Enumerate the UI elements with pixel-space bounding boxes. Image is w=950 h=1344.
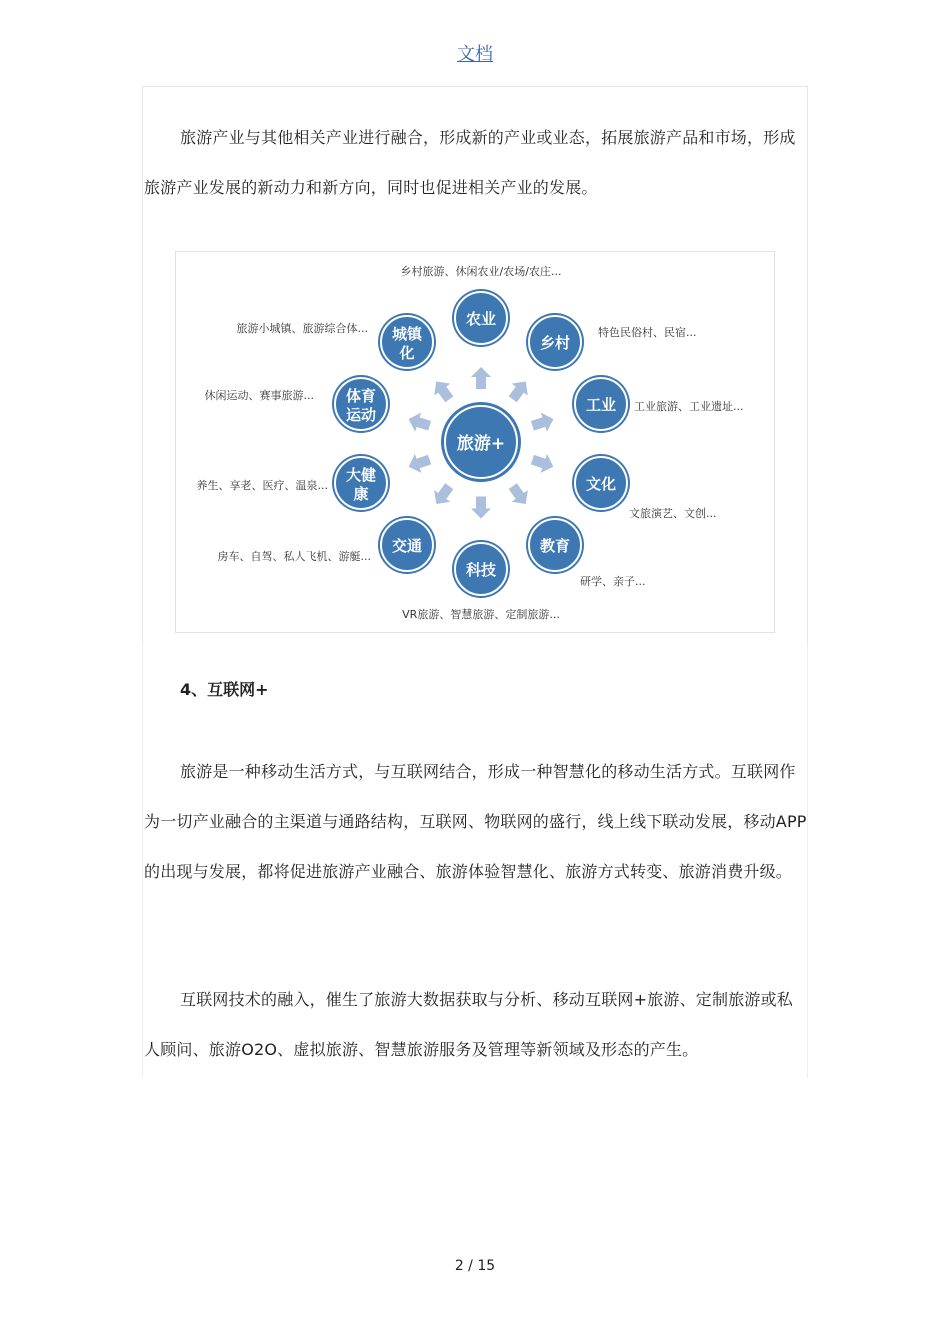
paragraph-mobile-lifestyle: 旅游是一种移动生活方式，与互联网结合，形成一种智慧化的移动生活方式。互联网作为一切产业融合的主渠道与通路结构，互联网、物联网的盛行，线上线下联动发展，移动APP的出现与发展，都将促进旅游产业融合、旅游体验智慧化、旅游方式转变、旅游消费升级。: [144, 762, 807, 881]
node-annotation-4: 文旅演艺、文创...: [629, 507, 717, 520]
node-label-line2-9: 运动: [345, 406, 377, 424]
node-annotation-1: 乡村旅游、休闲农业/农场/农庄...: [400, 265, 562, 278]
arrow-2: [505, 376, 534, 406]
node-label-4: 文化: [585, 475, 617, 493]
arrow-7: [428, 480, 457, 510]
center-node-label: 旅游+: [456, 434, 506, 454]
paragraph-industry-fusion: 旅游产业与其他相关产业进行融合，形成新的产业或业态，拓展旅游产品和市场，形成旅游产业发展的新动力和新方向，同时也促进相关产业的发展。: [144, 128, 796, 197]
arrow-4: [529, 450, 556, 476]
node-label-8: 大健: [345, 466, 377, 484]
node-annotation-9: 休闲运动、赛事旅游...: [204, 389, 314, 402]
node-label-5: 教育: [539, 537, 571, 555]
arrow-5: [505, 480, 534, 510]
arrow-6: [471, 497, 491, 519]
node-label-3: 工业: [585, 396, 617, 414]
node-annotation-7: 房车、自驾、私人飞机、游艇...: [217, 550, 371, 563]
node-label-1: 农业: [465, 310, 497, 328]
paragraph-internet-tech: 互联网技术的融入，催生了旅游大数据获取与分析、移动互联网+旅游、定制旅游或私人顾问、旅游O2O、虚拟旅游、智慧旅游服务及管理等新领域及形态的产生。: [144, 990, 794, 1059]
page-number: 2 / 15: [454, 1258, 496, 1274]
document-header-title: 文档: [457, 44, 493, 65]
node-label-7: 交通: [391, 537, 423, 555]
node-label-line2-8: 康: [353, 485, 369, 503]
node-label-10: 城镇: [391, 325, 423, 343]
node-annotation-3: 工业旅游、工业遗址...: [634, 400, 744, 413]
node-label-2: 乡村: [539, 334, 571, 352]
node-label-6: 科技: [465, 561, 497, 579]
arrow-3: [529, 410, 556, 436]
arrow-10: [428, 376, 457, 406]
node-annotation-2: 特色民俗村、民宿...: [598, 326, 697, 339]
tourism-plus-diagram: [175, 251, 775, 633]
tourism-plus-diagram-svg: [176, 252, 774, 632]
node-annotation-10: 旅游小城镇、旅游综合体...: [236, 322, 368, 335]
node-annotation-8: 养生、享老、医疗、温泉...: [196, 479, 328, 492]
arrow-8: [405, 450, 432, 476]
arrow-9: [406, 410, 433, 436]
node-annotation-5: 研学、亲子...: [580, 575, 646, 588]
node-annotation-6: VR旅游、智慧旅游、定制旅游...: [402, 608, 560, 621]
section-heading-internet-plus: 4、互联网+: [180, 680, 269, 699]
node-label-9: 体育: [345, 387, 377, 405]
arrow-1: [471, 367, 491, 389]
node-label-line2-10: 化: [399, 344, 415, 362]
